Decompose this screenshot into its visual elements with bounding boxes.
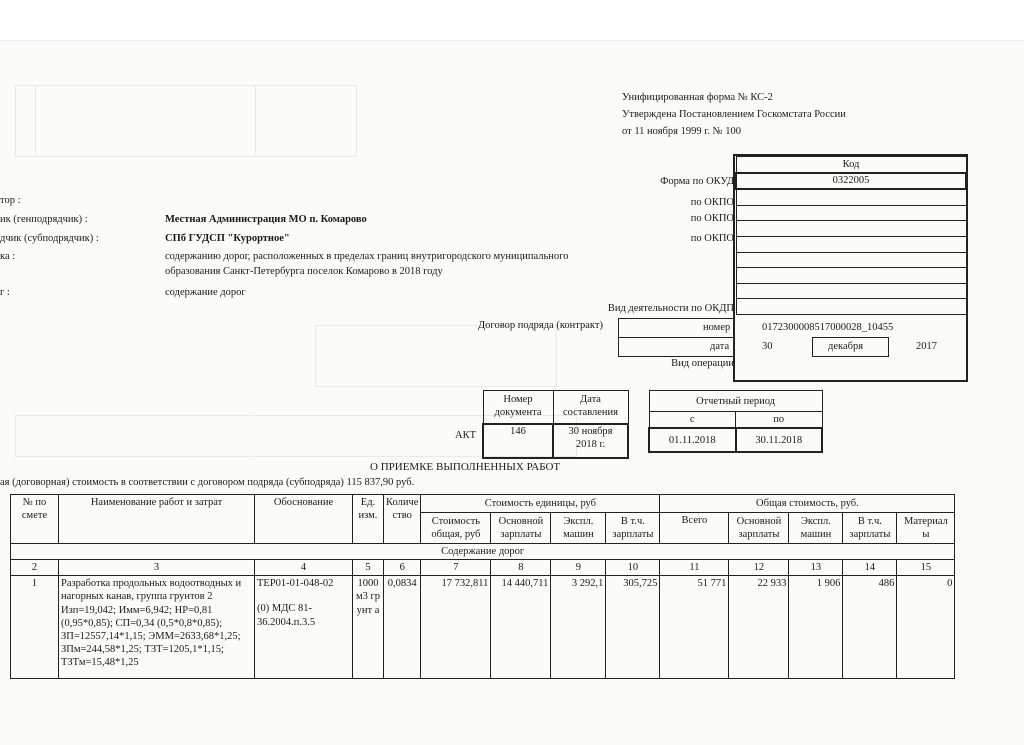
works-table [10,494,955,679]
col-basis-header: Обоснование [255,495,353,544]
row-unit: 1000 м3 грунт а [353,576,384,679]
period-from-label: с [649,412,736,429]
act-title: О ПРИЕМКЕ ВЫПОЛНЕННЫХ РАБОТ [370,461,561,473]
form-id-line: Унифицированная форма № КС-2 [622,92,773,103]
sub-total-machines: Экспл. машин [789,513,843,544]
okud-label: Форма по ОКУД [660,176,734,187]
period-header: Отчетный период [649,391,822,412]
contract-month: декабря [828,341,864,352]
row-total: 51 771 [660,576,729,679]
period-from: 01.11.2018 [649,428,736,452]
sub-total-wages: Основной зарплаты [729,513,789,544]
form-date-line: от 11 ноября 1999 г. № 100 [622,126,741,137]
object-value: содержание дорог [165,287,246,298]
contractor-label: ик (генподрядчик) : [0,214,88,225]
contract-number: 0172300008517000028_10455 [762,322,894,333]
col-number: 4 [255,560,353,576]
sub-total-incl-wages: В т.ч. зарплаты [843,513,897,544]
row-materials: 0 [897,576,955,679]
okud-code: 0322005 [736,173,966,190]
col-number: 9 [551,560,606,576]
act-label: АКТ [455,430,476,441]
row-qty: 0,0834 [384,576,421,679]
col-number: 15 [897,560,955,576]
row-num: 1 [11,576,59,679]
total-cost-header: Общая стоимость, руб. [660,495,955,513]
site-value-2: образования Санкт-Петербурга поселок Комарово в 2018 году [165,266,443,277]
col-number: 7 [421,560,491,576]
row-total-machines: 1 906 [789,576,843,679]
sub-unit-total: Стоимость общая, руб [421,513,491,544]
contract-number-label: номер [703,322,731,333]
row-total-incl-wages: 486 [843,576,897,679]
contract-label: Договор подряда (контракт) [478,320,603,331]
sub-total-all: Всего [660,513,729,544]
contract-cost-line: ая (договорная) стоимость в соответствии с договором подряда (субподряда) 115 837,90 руб. [0,477,415,488]
okpo-label-2: по ОКПО [690,213,734,224]
row-unit-wages: 14 440,711 [491,576,551,679]
col-number: 13 [789,560,843,576]
contract-year: 2017 [916,341,937,352]
period-to-label: по [736,412,823,429]
row-unit-incl-wages: 305,725 [606,576,660,679]
act-date: 30 ноября 2018 г. [553,424,628,458]
col-number: 6 [384,560,421,576]
row-unit-machines: 3 292,1 [551,576,606,679]
act-number: 146 [483,424,553,458]
period-to: 30.11.2018 [736,428,823,452]
col-number: 5 [353,560,384,576]
col-unit-header: Ед. изм. [353,495,384,544]
col-number: 8 [491,560,551,576]
row-name: Разработка продольных водоотводных и нагорных канав, группа грунтов 2 Изп=19,042; Имм=6,942; НР=0,81 (0,95*0,85); СП=0,34 (0,5*0,8*0,85); ЗП=12557,14*1,15; ЭММ=2633,68*1,25; ЗПм=244,58*1,25; ТЗТ=1205,1*1,15; ТЗТм=15,48*1,25 [59,576,255,679]
contract-day: 30 [762,341,773,352]
col-number: 10 [606,560,660,576]
okdp-label: Вид деятельности по ОКДП [607,303,734,314]
col-number: 3 [59,560,255,576]
okpo-label-1: по ОКПО [690,197,734,208]
subcontractor-name: СПб ГУДСП "Курортное" [165,233,290,244]
codes-header: Код [736,157,966,173]
form-approval-line: Утверждена Постановлением Госкомстата России [622,109,846,120]
operation-label: Вид операции [671,358,734,369]
col-name-header: Наименование работ и затрат [59,495,255,544]
row-total-wages: 22 933 [729,576,789,679]
col-number: 11 [660,560,729,576]
period-table [648,390,823,453]
col-number: 14 [843,560,897,576]
doc-number-header: Номер документа [483,391,553,425]
customer-label: тор : [0,195,21,206]
col-qty-header: Количе ство [384,495,421,544]
section-row: Содержание дорог [11,544,955,560]
sub-total-materials: Материал ы [897,513,955,544]
site-label: ка : [0,251,16,262]
col-number: 2 [11,560,59,576]
row-basis: ТЕР01-01-048-02 (0) МДС 81-36.2004.п.3.5 [255,576,353,679]
doc-date-header: Дата составления [553,391,628,425]
contract-date-label: дата [710,341,730,352]
sub-unit-wages: Основной зарплаты [491,513,551,544]
row-unit-total: 17 732,811 [421,576,491,679]
unit-cost-header: Стоимость единицы, руб [421,495,660,513]
site-value-1: содержанию дорог, расположенных в пределах границ внутригородского муниципального [165,251,569,262]
sub-unit-incl-wages: В т.ч. зарплаты [606,513,660,544]
act-number-table [482,390,629,459]
col-num-header: № по смете [11,495,59,544]
table-row [11,576,955,679]
contractor-name: Местная Администрация МО п. Комарово [165,214,367,225]
okpo-label-3: по ОКПО [690,233,734,244]
subcontractor-label: дчик (субподрядчик) : [0,233,99,244]
sub-unit-machines: Экспл. машин [551,513,606,544]
col-number: 12 [729,560,789,576]
scan-top-margin [0,0,1024,41]
object-label: г : [0,287,10,298]
